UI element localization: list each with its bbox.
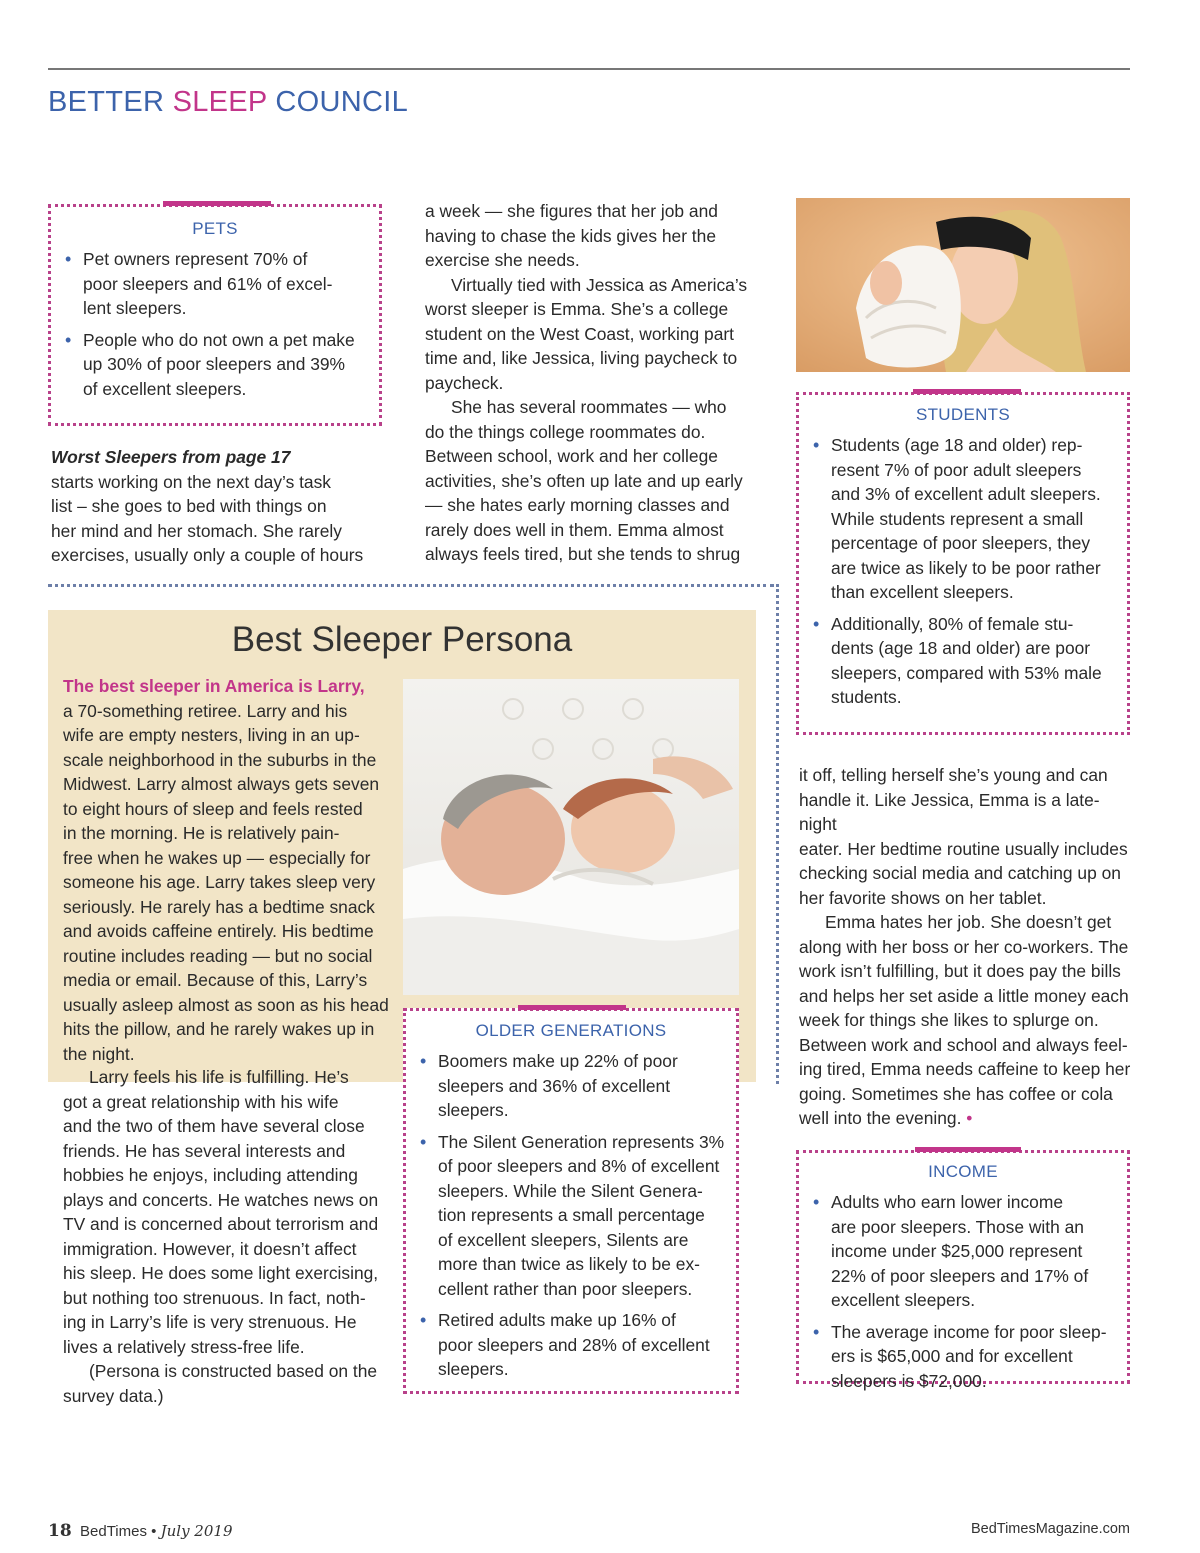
text-line: worst sleeper is Emma. She’s a college bbox=[425, 299, 729, 319]
text-line: her mind and her stomach. She rarely bbox=[51, 520, 342, 541]
text-line: She has several roommates — who bbox=[451, 397, 727, 417]
text-line: (Persona is constructed based on the bbox=[89, 1361, 378, 1381]
list-item: • Boomers make up 22% of poor sleepers and 36% of excellent sleepers. bbox=[420, 1049, 728, 1123]
text-line: week for things she likes to splurge on. bbox=[799, 1010, 1099, 1030]
text-line: having to chase the kids gives her the bbox=[425, 225, 716, 246]
students-list bbox=[813, 433, 1119, 710]
persona-text-lower bbox=[63, 1065, 403, 1408]
list-item: • Adults who earn lower income are poor sleepers. Those with an income under $25,000 represent 22% of poor sleepers and 17% of excellent sleepers. bbox=[813, 1190, 1119, 1313]
text-line: student on the West Coast, working part bbox=[425, 323, 735, 344]
text-line: well into the evening. • bbox=[799, 1108, 973, 1128]
list-item: • The Silent Generation represents 3% of poor sleepers and 8% of excellent sleepers. While the Silent Genera- tion represents a small percentage of excellent sleepers, Silents are more than twice as likely to be ex- cellent rather than poor sleepers. bbox=[420, 1130, 728, 1302]
text-line: eater. Her bedtime routine usually includes bbox=[799, 838, 1128, 859]
older-generations-box bbox=[403, 1008, 739, 1394]
list-item: • Additionally, 80% of female stu- dents (age 18 and older) are poor sleepers, compared with 53% male students. bbox=[813, 612, 1119, 710]
students-title: STUDENTS bbox=[915, 405, 1010, 424]
section-header: BETTER SLEEP COUNCIL bbox=[48, 86, 409, 118]
text-line: and helps her set aside a little money each bbox=[799, 985, 1129, 1006]
text-line: handle it. Like Jessica, Emma is a late-night bbox=[799, 789, 1100, 834]
text-line: and the two of them have several close bbox=[63, 1116, 365, 1136]
text-line: exercise she needs. bbox=[425, 250, 580, 270]
pets-title: PETS bbox=[192, 219, 238, 238]
text-line: plays and concerts. He watches news on bbox=[63, 1189, 379, 1210]
income-list bbox=[813, 1190, 1119, 1393]
text-line: work isn’t fulfilling, but it does pay the bills bbox=[799, 961, 1121, 981]
text-line: checking social media and catching up on bbox=[799, 863, 1121, 883]
text-line: it off, telling herself she’s young and can bbox=[799, 765, 1108, 785]
text-line: list – she goes to bed with things on bbox=[51, 496, 327, 516]
page-number: 18 bbox=[48, 1521, 72, 1541]
issue-date: July 2019 bbox=[160, 1522, 233, 1540]
worst-col1 bbox=[51, 445, 381, 568]
text-line: immigration. However, it doesn’t affect bbox=[63, 1238, 357, 1259]
text-line: but nothing too strenuous. In fact, noth- bbox=[63, 1287, 366, 1308]
text-line: his sleep. He does some light exercising, bbox=[63, 1263, 379, 1283]
list-item: • People who do not own a pet make up 30% of poor sleepers and 39% of excellent sleepers. bbox=[65, 328, 369, 402]
text-line: hobbies he enjoys, including attending bbox=[63, 1165, 358, 1185]
list-item: • Retired adults make up 16% of poor sleepers and 28% of excellent sleepers. bbox=[420, 1308, 728, 1382]
separator-horizontal bbox=[48, 584, 774, 587]
text-line: got a great relationship with his wife bbox=[63, 1091, 339, 1112]
students-box bbox=[796, 392, 1130, 735]
older-generations-list bbox=[420, 1049, 728, 1382]
older-generations-title: OLDER GENERATIONS bbox=[475, 1021, 667, 1040]
footer-site: BedTimesMagazine.com bbox=[970, 1521, 1130, 1537]
worst-col3 bbox=[799, 763, 1134, 1131]
header-rule bbox=[48, 68, 1130, 70]
text-line: exercises, usually only a couple of hours bbox=[51, 545, 364, 565]
pets-list bbox=[65, 247, 369, 401]
text-line: Virtually tied with Jessica as America’s bbox=[451, 274, 748, 295]
income-title: INCOME bbox=[928, 1162, 998, 1181]
text-line: wife are empty nesters, living in an up- bbox=[63, 725, 360, 745]
text-line: time and, like Jessica, living paycheck to bbox=[425, 348, 738, 368]
text-line: a 70-something retiree. Larry and his bbox=[63, 700, 348, 721]
worst-label: Worst Sleepers from page 17 bbox=[51, 447, 291, 467]
text-line: her favorite shows on her tablet. bbox=[799, 887, 1047, 908]
footer-left: 18 BedTimes • July 2019 bbox=[48, 1521, 233, 1541]
woman-with-pillow-image bbox=[796, 198, 1130, 372]
text-line: along with her boss or her co-workers. The bbox=[799, 936, 1129, 957]
list-item: • Pet owners represent 70% of poor sleepers and 61% of excel- lent sleepers. bbox=[65, 247, 369, 321]
text-line: free when he wakes up — especially for bbox=[63, 847, 371, 868]
income-box bbox=[796, 1150, 1130, 1391]
text-line: ing in Larry’s life is very strenuous. He bbox=[63, 1312, 357, 1332]
text-line: seriously. He rarely has a bedtime snack bbox=[63, 896, 375, 917]
list-item: • The average income for poor sleep- ers is $65,000 and for excellent sleepers is $72,000. bbox=[813, 1320, 1119, 1394]
text-line: always feels tired, but she tends to shrug bbox=[425, 544, 741, 564]
text-line: media or email. Because of this, Larry’s bbox=[63, 970, 368, 990]
worst-col1-text bbox=[51, 470, 381, 568]
text-line: Between work and school and always feel- bbox=[799, 1034, 1128, 1055]
text-line: survey data.) bbox=[63, 1385, 164, 1406]
text-line: routine includes reading — but no social bbox=[63, 945, 373, 966]
text-line: scale neighborhood in the suburbs in the bbox=[63, 749, 377, 770]
magazine-name: BedTimes bbox=[80, 1523, 147, 1540]
text-line: a week — she figures that her job and bbox=[425, 201, 718, 221]
text-line: Between school, work and her college bbox=[425, 446, 718, 466]
couple-sleeping-image bbox=[403, 679, 739, 995]
text-line: the night. bbox=[63, 1043, 135, 1064]
pets-box bbox=[48, 204, 382, 426]
text-line: ing tired, Emma needs caffeine to keep her bbox=[799, 1059, 1131, 1079]
text-line: TV and is concerned about terrorism and bbox=[63, 1214, 379, 1234]
persona-text bbox=[63, 674, 398, 1066]
text-line: someone his age. Larry takes sleep very bbox=[63, 872, 376, 892]
worst-col2 bbox=[425, 199, 770, 567]
text-line: activities, she’s often up late and up early bbox=[425, 470, 743, 491]
list-item: • Students (age 18 and older) rep- resent 7% of poor adult sleepers and 3% of excellent adult sleepers. While students represent a small percentage of poor sleepers, they are twice as likely to be poor rather than excellent sleepers. bbox=[813, 433, 1119, 605]
text-line: do the things college roommates do. bbox=[425, 421, 706, 442]
persona-lead: The best sleeper in America is Larry, bbox=[63, 676, 365, 696]
text-line: friends. He has several interests and bbox=[63, 1140, 346, 1161]
text-line: usually asleep almost as soon as his head bbox=[63, 994, 389, 1015]
text-line: going. Sometimes she has coffee or cola bbox=[799, 1083, 1113, 1104]
text-line: Emma hates her job. She doesn’t get bbox=[825, 912, 1112, 932]
text-line: and avoids caffeine entirely. His bedtime bbox=[63, 921, 374, 941]
text-line: to eight hours of sleep and feels rested bbox=[63, 798, 363, 819]
text-line: — she hates early morning classes and bbox=[425, 495, 730, 515]
separator-vertical bbox=[776, 584, 779, 1084]
persona-title: Best Sleeper Persona bbox=[231, 620, 573, 659]
text-line: Midwest. Larry almost always gets seven bbox=[63, 774, 380, 794]
text-line: hits the pillow, and he rarely wakes up in bbox=[63, 1019, 375, 1039]
text-line: starts working on the next day’s task bbox=[51, 471, 331, 492]
text-line: rarely does well in them. Emma almost bbox=[425, 519, 724, 540]
end-mark: • bbox=[961, 1108, 973, 1128]
text-line: Larry feels his life is fulfilling. He’s bbox=[89, 1067, 349, 1087]
text-line: in the morning. He is relatively pain- bbox=[63, 823, 340, 843]
text-line: lives a relatively stress-free life. bbox=[63, 1336, 305, 1357]
text-line: paycheck. bbox=[425, 372, 504, 393]
